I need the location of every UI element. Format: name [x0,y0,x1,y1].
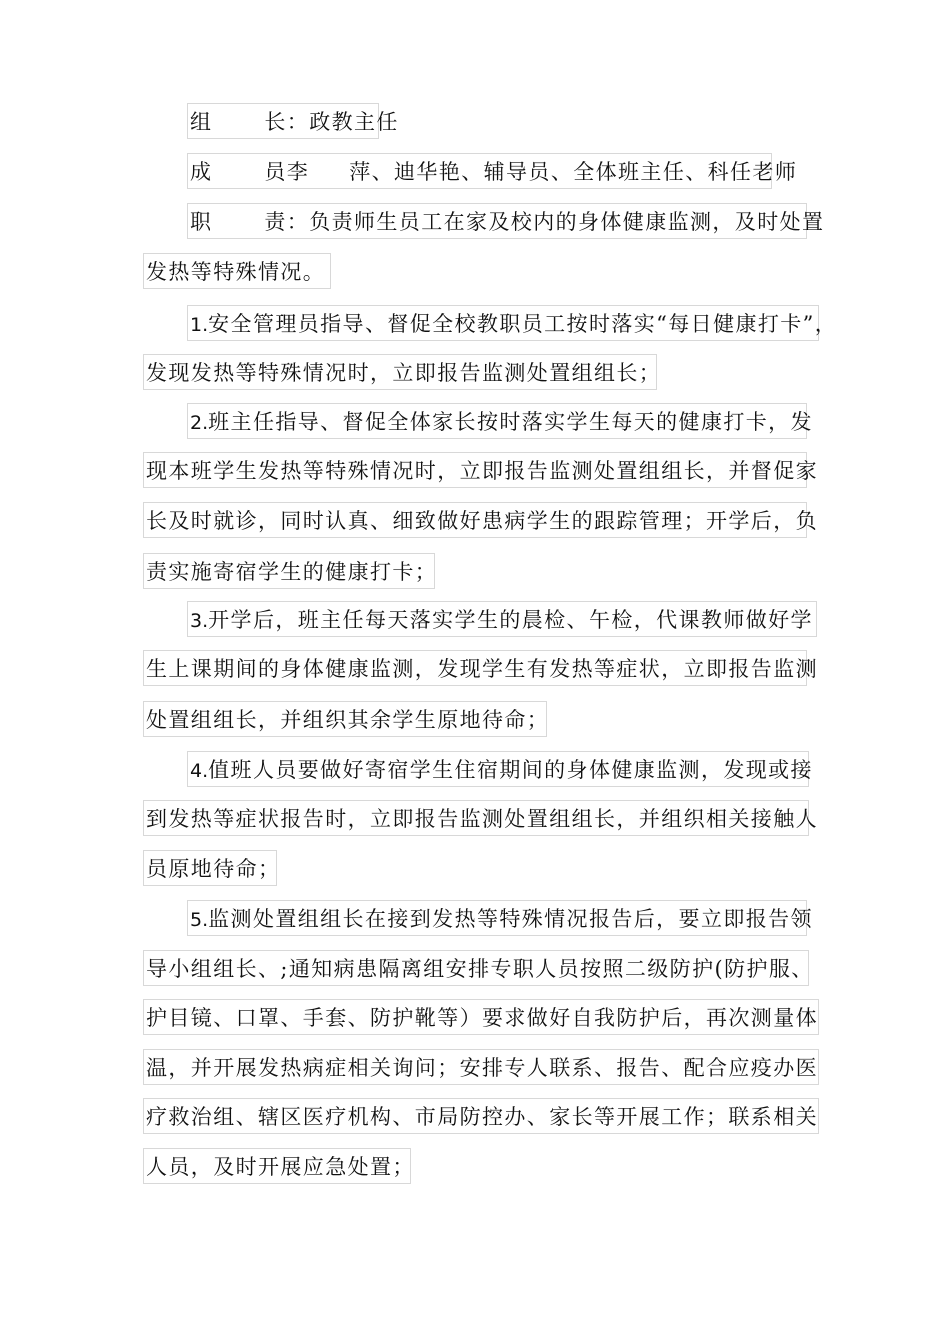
item-5-text: 监测处置组组长在接到发热等特殊情况报告后，要立即报告领 [208,907,813,931]
item-1-line-1 [187,305,838,341]
item-2-line-1 [187,403,813,439]
text-line-1: 发热等特殊情况。 [143,253,331,289]
item-5-line-2: 导小组组长、;通知病患隔离组安排专职人员按照二级防护(防护服、 [143,950,809,986]
item-number-5: 5. [190,909,209,931]
item-4-text: 值班人员要做好寄宿学生住宿期间的身体健康监测，发现或接 [208,758,813,782]
item-5-line-4: 温，并开展发热病症相关询问；安排专人联系、报告、配合应疫办医 [143,1049,819,1085]
header-line-leader [187,103,399,139]
item-number-2: 2. [190,412,209,434]
item-number-1: 1. [190,314,209,336]
item-3-line-2: 生上课期间的身体健康监测，发现学生有发热等症状，立即报告监测 [143,650,807,686]
item-3-line-1 [187,601,817,637]
header-line-members [187,153,798,189]
item-3-line-3: 处置组组长，并组织其余学生原地待命； [143,701,547,737]
item-5-line-5: 疗救治组、辖区医疗机构、市局防控办、家长等开展工作；联系相关 [143,1098,819,1134]
item-4-line-3: 员原地待命； [143,850,277,886]
members-label-rest: 员李 [264,160,310,184]
header-line-duties [187,203,825,239]
item-2-line-4: 责实施寄宿学生的健康打卡； [143,553,435,589]
item-2-text: 班主任指导、督促全体家长按时落实学生每天的健康打卡，发 [208,410,813,434]
item-number-4: 4. [190,760,209,782]
members-value: 萍、迪华艳、辅导员、全体班主任、科任老师 [349,160,798,184]
leader-label-char-1: 组 [190,110,213,134]
members-label-char-1: 成 [190,160,213,184]
item-5-line-1 [187,900,813,936]
item-4-line-1 [187,751,813,787]
item-5-line-3: 护目镜、口罩、手套、防护靴等）要求做好自我防护后，再次测量体 [143,999,819,1035]
item-2-line-3: 长及时就诊，同时认真、细致做好患病学生的跟踪管理；开学后，负 [143,502,807,538]
item-1-line-2: 发现发热等特殊情况时，立即报告监测处置组组长； [143,354,657,390]
item-5-line-6: 人员，及时开展应急处置； [143,1148,411,1184]
item-number-3: 3. [190,610,209,632]
item-3-text: 开学后，班主任每天落实学生的晨检、午检，代课教师做好学 [208,608,813,632]
leader-value: 长：政教主任 [264,110,399,134]
item-4-line-2: 到发热等症状报告时，立即报告监测处置组组长，并组织相关接触人 [143,800,809,836]
duties-value: 责：负责师生员工在家及校内的身体健康监测，及时处置 [264,210,825,234]
item-2-line-2: 现本班学生发热等特殊情况时，立即报告监测处置组组长，并督促家 [143,452,807,488]
item-1-text: 安全管理员指导、督促全校教职员工按时落实“每日健康打卡”， [208,312,838,336]
duties-label-char-1: 职 [190,210,213,234]
